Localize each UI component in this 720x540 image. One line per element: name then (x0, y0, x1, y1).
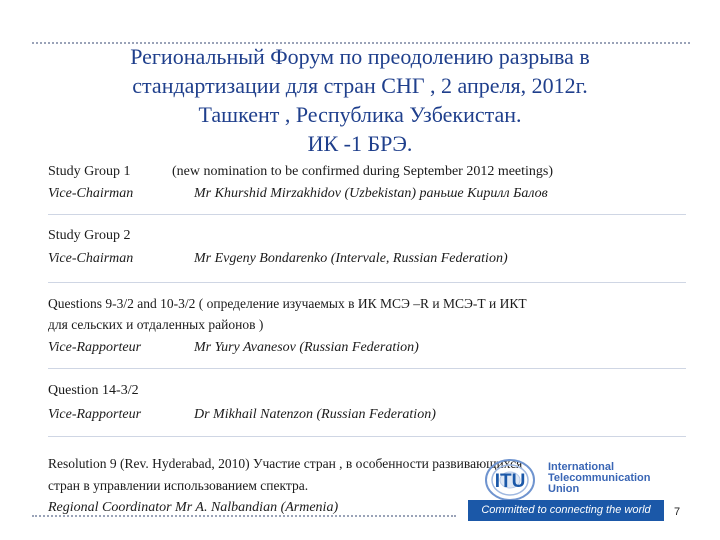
slogan-banner: Committed to connecting the world (468, 500, 664, 521)
q9-heading-bold: Questions 9-3/2 and 10-3/2 (48, 296, 196, 311)
q14-label: Question 14-3/2 (48, 383, 139, 398)
divider-3 (48, 368, 686, 369)
divider-2 (48, 282, 686, 283)
res9-coordinator: Regional Coordinator Mr A. Nalbandian (Armenia) (48, 500, 339, 515)
title-line-4: ИК -1 БРЭ. (307, 131, 413, 156)
svg-text:ITU: ITU (494, 471, 526, 492)
res9-line1: Resolution 9 (Rev. Hyderabad, 2010) Участие стран , в особенности развивающихся (48, 456, 523, 471)
q9-person: Mr Yury Avanesov (Russian Federation) (194, 340, 419, 355)
itu-name-line3: Union (548, 483, 580, 495)
title-line-3: Ташкент , Республика Узбекистан. (198, 102, 522, 127)
itu-name-line1: International (548, 461, 615, 473)
q9-heading-rest: ( определение изучаемых в ИК МСЭ –R и МСЭ-Т и ИКТ (195, 296, 527, 311)
q14-person: Dr Mikhail Natenzon (Russian Federation) (194, 407, 436, 422)
q14-role: Vice-Rapporteur (48, 407, 142, 422)
divider-4 (48, 436, 686, 437)
sg1-person: Mr Khurshid Mirzakhidov (Uzbekistan) раньше Кирилл Балов (194, 186, 548, 201)
sg1-role: Vice-Chairman (48, 186, 134, 201)
bottom-dotted-border (32, 515, 456, 517)
q9-heading (48, 296, 527, 312)
slide-title (70, 42, 650, 158)
sg2-role: Vice-Chairman (48, 251, 134, 266)
title-line-1: Региональный Форум по преодолению разрыва в (130, 44, 590, 69)
itu-name-line2: Telecommunication (548, 472, 651, 484)
itu-name (548, 462, 650, 495)
sg2-person: Mr Evgeny Bondarenko (Intervale, Russian Federation) (194, 251, 508, 266)
sg1-label: Study Group 1 (48, 164, 131, 179)
res9-line2: стран в управлении использованием спектра. (48, 478, 309, 493)
page-number: 7 (674, 506, 681, 518)
sg1-note: (new nomination to be confirmed during September 2012 meetings) (172, 164, 554, 179)
itu-logo-icon (484, 458, 554, 504)
divider-1 (48, 214, 686, 215)
title-line-2: стандартизации для стран СНГ , 2 апреля, 2012г. (132, 73, 588, 98)
q9-role: Vice-Rapporteur (48, 340, 142, 355)
q9-heading-line2: для сельских и отдаленных районов ) (48, 317, 264, 332)
sg2-label: Study Group 2 (48, 228, 131, 243)
